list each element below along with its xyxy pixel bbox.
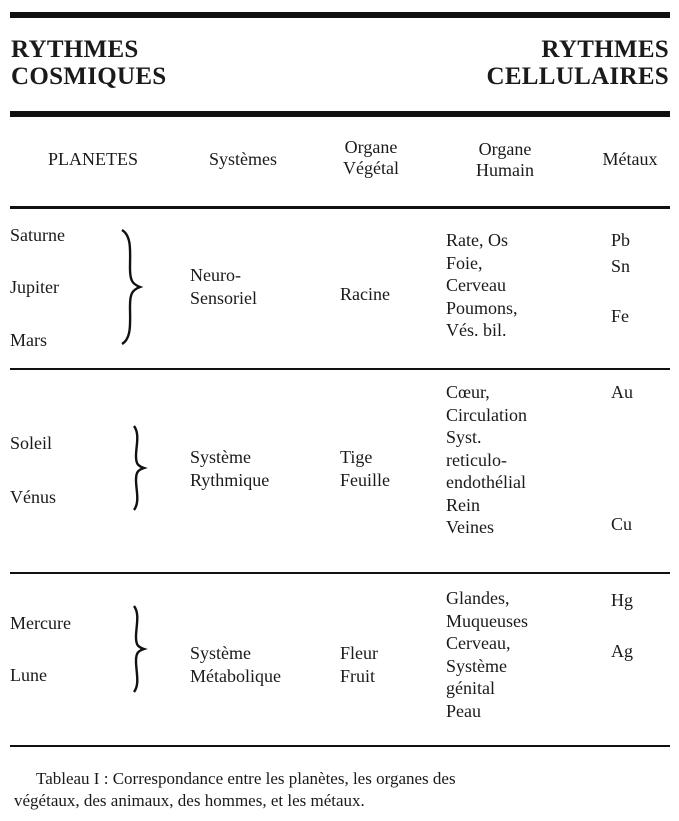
- row-2-system-line-2: Rythmique: [190, 469, 270, 490]
- row-1-planet-1: Saturne: [10, 225, 65, 245]
- row-1-metal-1: Pb: [611, 230, 631, 250]
- row-3-human-line-1: Glandes,: [446, 588, 510, 608]
- column-header-planetes: [28, 149, 158, 170]
- row-3-vegetal: [340, 642, 378, 687]
- row-1-system: [190, 264, 257, 309]
- row-3-human-line-5: génital: [446, 678, 495, 698]
- row-1-metal-3: Fe: [611, 306, 629, 326]
- row-divider-1: [10, 368, 670, 370]
- column-header-organe-humain-line-1: Organe: [478, 139, 532, 159]
- row-1-system-line-2: Sensoriel: [190, 287, 257, 308]
- column-header-systemes-text: Systèmes: [208, 149, 277, 169]
- header-rule: [10, 111, 670, 117]
- row-3-planet-2: Lune: [10, 665, 47, 685]
- column-header-metaux: [590, 149, 670, 170]
- row-2-vegetal: [340, 446, 390, 491]
- row-2-planet-2: Vénus: [10, 487, 56, 507]
- row-1-planet-3: Mars: [10, 330, 47, 350]
- row-3-planet-1: Mercure: [10, 613, 71, 633]
- row-2-human-line-6: Rein: [446, 494, 480, 515]
- row-1-metal-2: Sn: [611, 256, 631, 276]
- table-caption: [14, 768, 666, 812]
- row-2-human-line-5: endothélial: [446, 472, 526, 492]
- table-caption-line-1: Tableau I : Correspondance entre les planètes, les organes des: [36, 769, 456, 788]
- row-3-human: [446, 587, 528, 722]
- row-3-human-line-3: Cerveau,: [446, 633, 511, 653]
- row-3-metal-2: Ag: [611, 641, 633, 661]
- column-header-organe-humain: [450, 139, 560, 181]
- row-1-human-line-5: Vés. bil.: [446, 320, 507, 340]
- row-2-human-line-1: Cœur,: [446, 382, 490, 402]
- right-curly-brace-icon: [124, 424, 150, 512]
- row-2-metal-1: Au: [611, 382, 633, 402]
- row-1-system-line-1: Neuro-: [190, 265, 241, 285]
- row-1-human: [446, 229, 518, 342]
- row-3-vegetal-line-2: Fruit: [340, 665, 376, 686]
- header-left: [11, 36, 167, 90]
- row-2-human-line-3: Syst.: [446, 427, 482, 447]
- right-curly-brace-icon: [124, 604, 150, 694]
- header-left-line-2: COSMIQUES: [11, 63, 167, 90]
- header-right: [486, 36, 669, 90]
- row-2-human: [446, 381, 527, 539]
- column-header-rule: [10, 206, 670, 209]
- column-header-systemes: [188, 149, 298, 170]
- row-2-system: [190, 446, 269, 491]
- row-3-human-line-4: Système: [446, 655, 507, 676]
- right-curly-brace-icon: [118, 228, 148, 346]
- row-1-human-line-3: Cerveau: [446, 275, 506, 295]
- row-1-vegetal: [340, 283, 390, 306]
- row-1-human-line-4: Poumons,: [446, 297, 518, 318]
- row-2-human-line-4: reticulo-: [446, 449, 507, 470]
- top-rule: [10, 12, 670, 18]
- column-header-planetes-text: PLANETES: [48, 149, 138, 169]
- column-header-organe-humain-line-2: Humain: [476, 160, 534, 180]
- row-2-system-line-1: Système: [190, 447, 251, 467]
- row-1-planet-2: Jupiter: [10, 277, 59, 297]
- column-header-organe-vegetal-line-2: Végétal: [343, 158, 399, 178]
- row-2-vegetal-line-1: Tige: [340, 447, 373, 467]
- row-3-system: [190, 642, 281, 687]
- header-right-line-1: RYTHMES: [541, 36, 669, 63]
- row-1-human-line-2: Foie,: [446, 252, 483, 273]
- column-header-metaux-text: Métaux: [602, 149, 658, 169]
- column-header-organe-vegetal: [326, 137, 416, 179]
- column-header-organe-vegetal-line-1: Organe: [344, 137, 398, 157]
- row-2-vegetal-line-2: Feuille: [340, 469, 390, 490]
- row-3-system-line-1: Système: [190, 643, 251, 663]
- row-divider-2: [10, 572, 670, 574]
- row-1-vegetal-line-1: Racine: [340, 284, 390, 304]
- table-caption-line-2: végétaux, des animaux, des hommes, et les métaux.: [14, 791, 365, 810]
- table-bottom-rule: [10, 745, 670, 747]
- row-3-metal-1: Hg: [611, 590, 633, 610]
- row-3-human-line-2: Muqueuses: [446, 610, 528, 631]
- row-1-human-line-1: Rate, Os: [446, 230, 508, 250]
- header-right-line-2: CELLULAIRES: [486, 63, 669, 90]
- row-2-planet-1: Soleil: [10, 433, 53, 453]
- row-2-metal-2: Cu: [611, 514, 633, 534]
- row-2-human-line-2: Circulation: [446, 404, 527, 425]
- row-3-human-line-6: Peau: [446, 700, 481, 721]
- row-3-vegetal-line-1: Fleur: [340, 643, 378, 663]
- row-3-system-line-2: Métabolique: [190, 665, 281, 686]
- row-2-human-line-7: Veines: [446, 517, 494, 537]
- header-left-line-1: RYTHMES: [11, 36, 139, 63]
